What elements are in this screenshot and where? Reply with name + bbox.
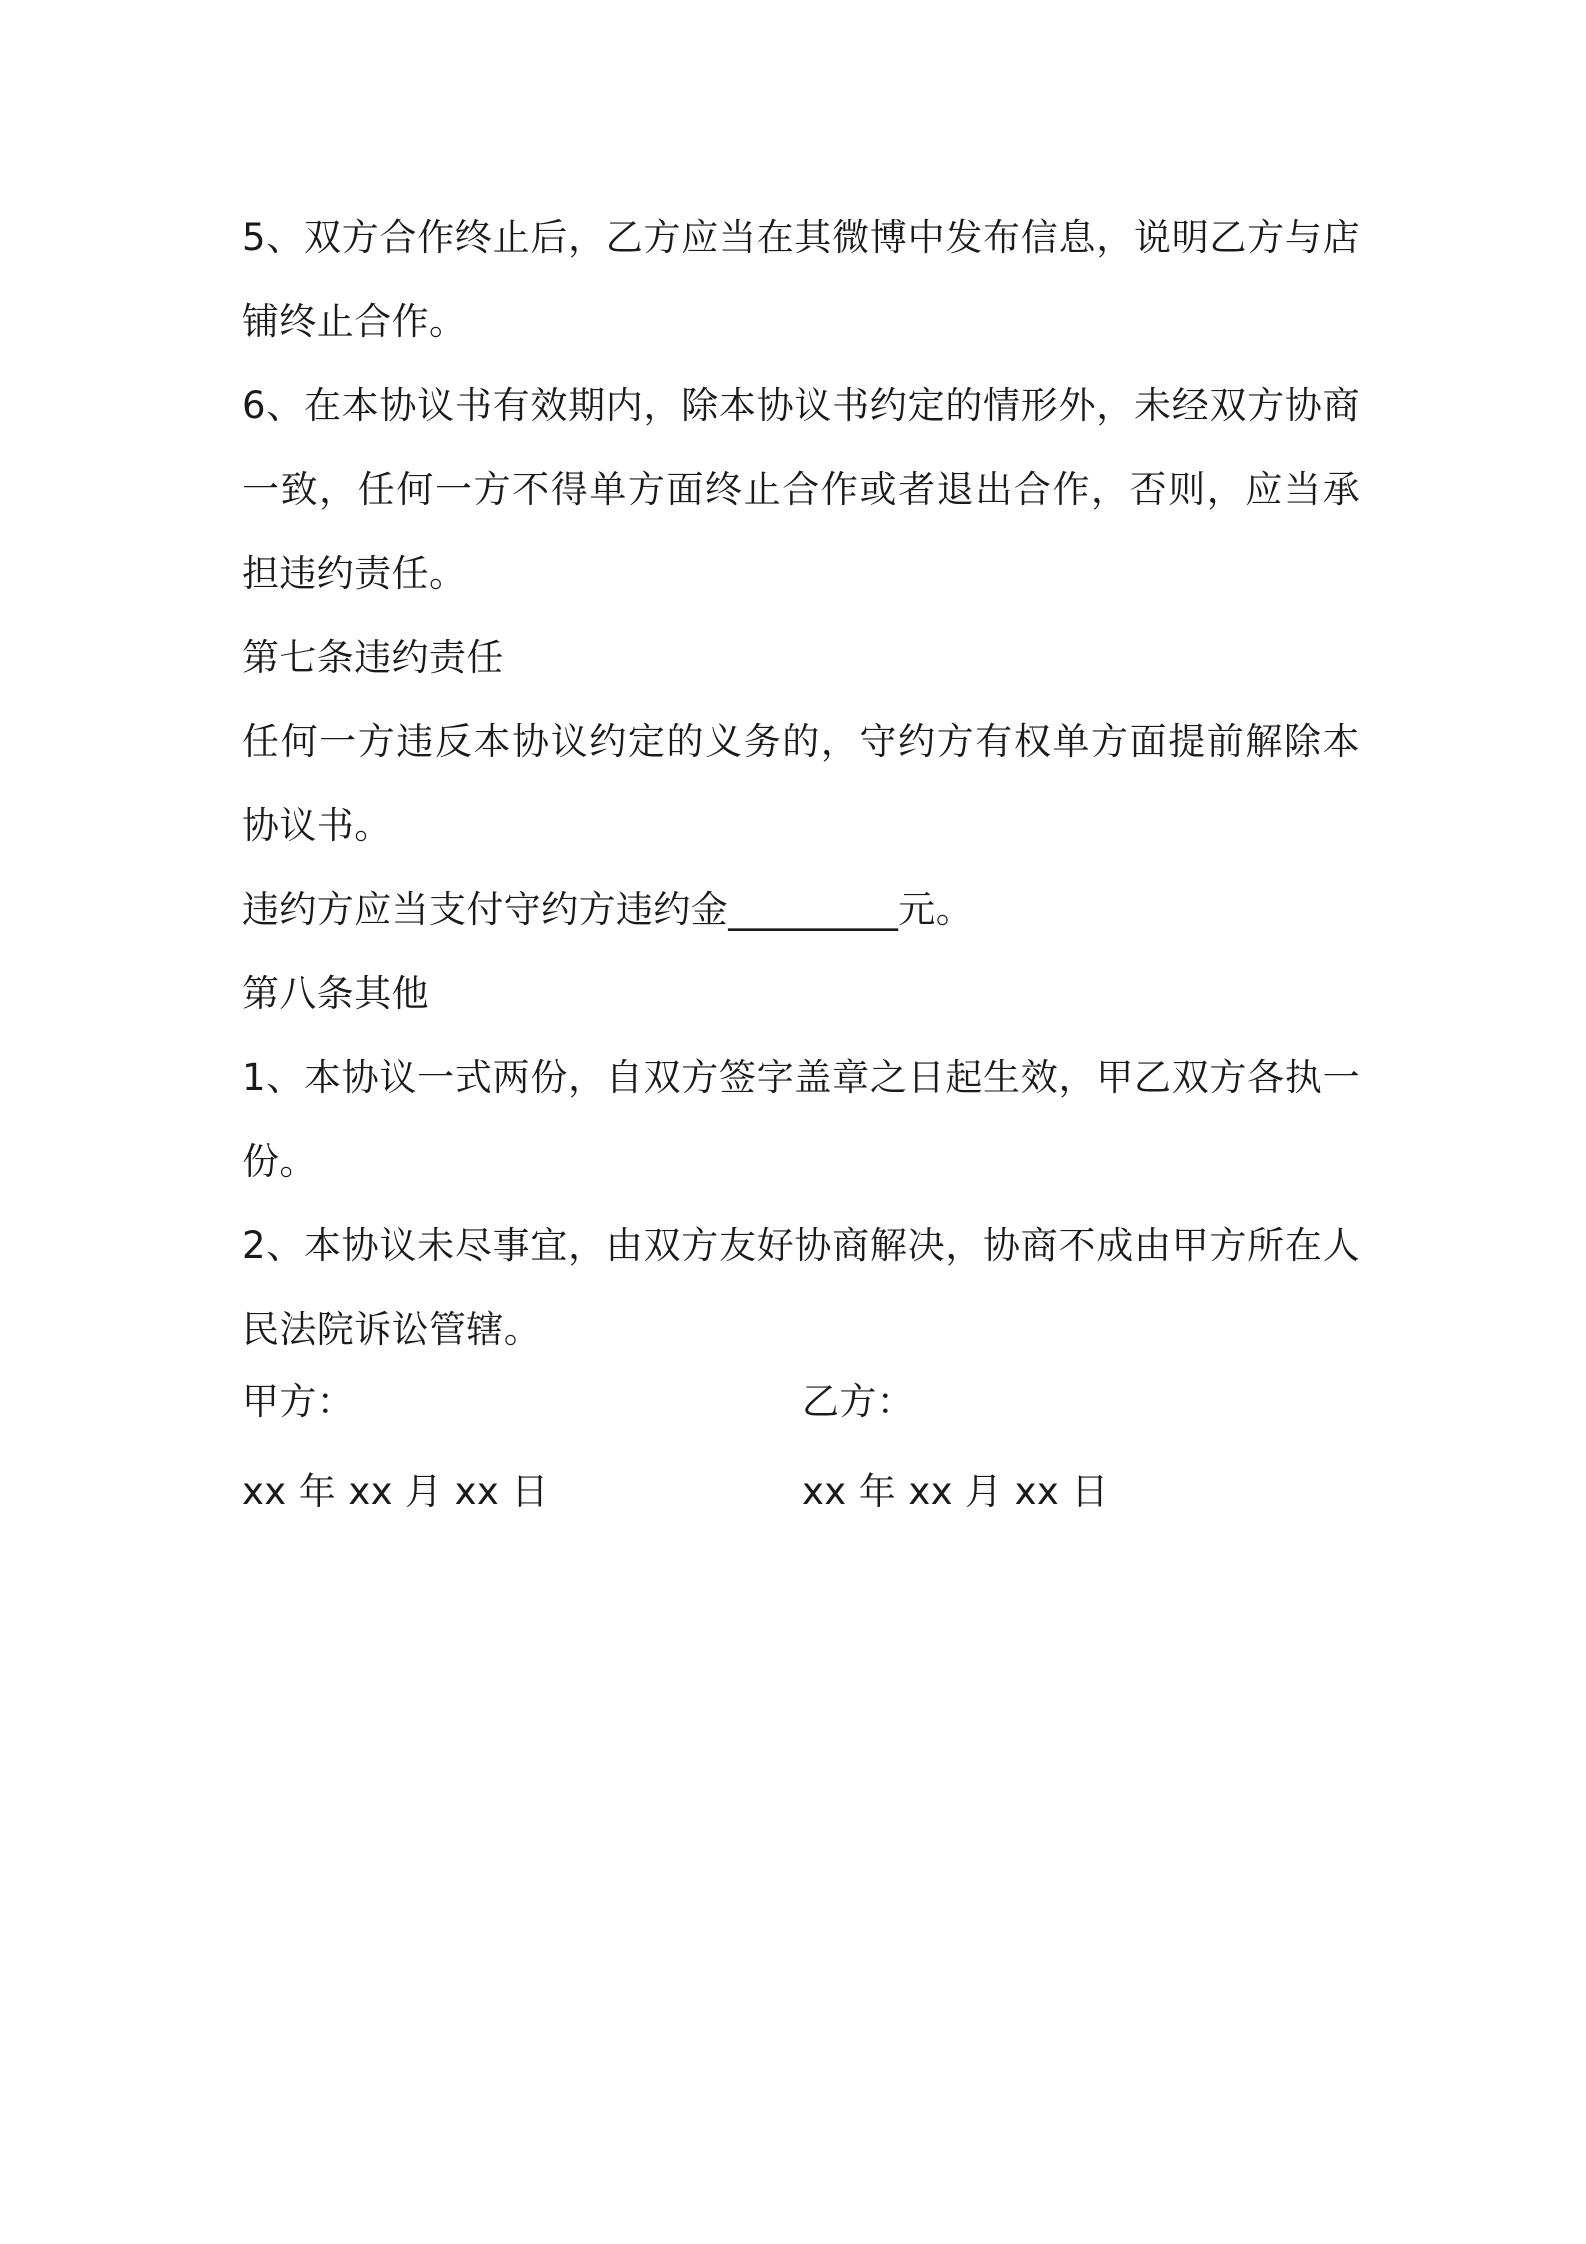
article-8-item-2: 2、本协议未尽事宜，由双方友好协商解决，协商不成由甲方所在人民法院诉讼管辖。 — [242, 1224, 1360, 1351]
article-7-heading: 第七条违约责任 — [242, 636, 504, 679]
document-body — [242, 196, 1360, 1372]
party-a-signature — [242, 1360, 549, 1534]
party-a-date: xx 年 xx 月 xx 日 — [242, 1470, 549, 1513]
party-b-date: xx 年 xx 月 xx 日 — [802, 1470, 1109, 1513]
article-7-paragraph-2: 违约方应当支付守约方违约金_________元。 — [242, 888, 974, 931]
party-b-label: 乙方： — [802, 1380, 915, 1423]
party-b-signature — [802, 1360, 1109, 1534]
clause-6-paragraph: 6、在本协议书有效期内，除本协议书约定的情形外，未经双方协商一致，任何一方不得单方面终止合作或者退出合作，否则，应当承担违约责任。 — [242, 384, 1360, 595]
party-a-label: 甲方： — [242, 1380, 355, 1423]
article-7-paragraph-1: 任何一方违反本协议约定的义务的，守约方有权单方面提前解除本协议书。 — [242, 720, 1360, 847]
clause-5-paragraph: 5、双方合作终止后，乙方应当在其微博中发布信息，说明乙方与店铺终止合作。 — [242, 216, 1360, 343]
article-8-item-1: 1、本协议一式两份，自双方签字盖章之日起生效，甲乙双方各执一份。 — [242, 1056, 1360, 1183]
signature-block — [242, 1360, 1360, 1560]
article-8-heading: 第八条其他 — [242, 972, 429, 1015]
